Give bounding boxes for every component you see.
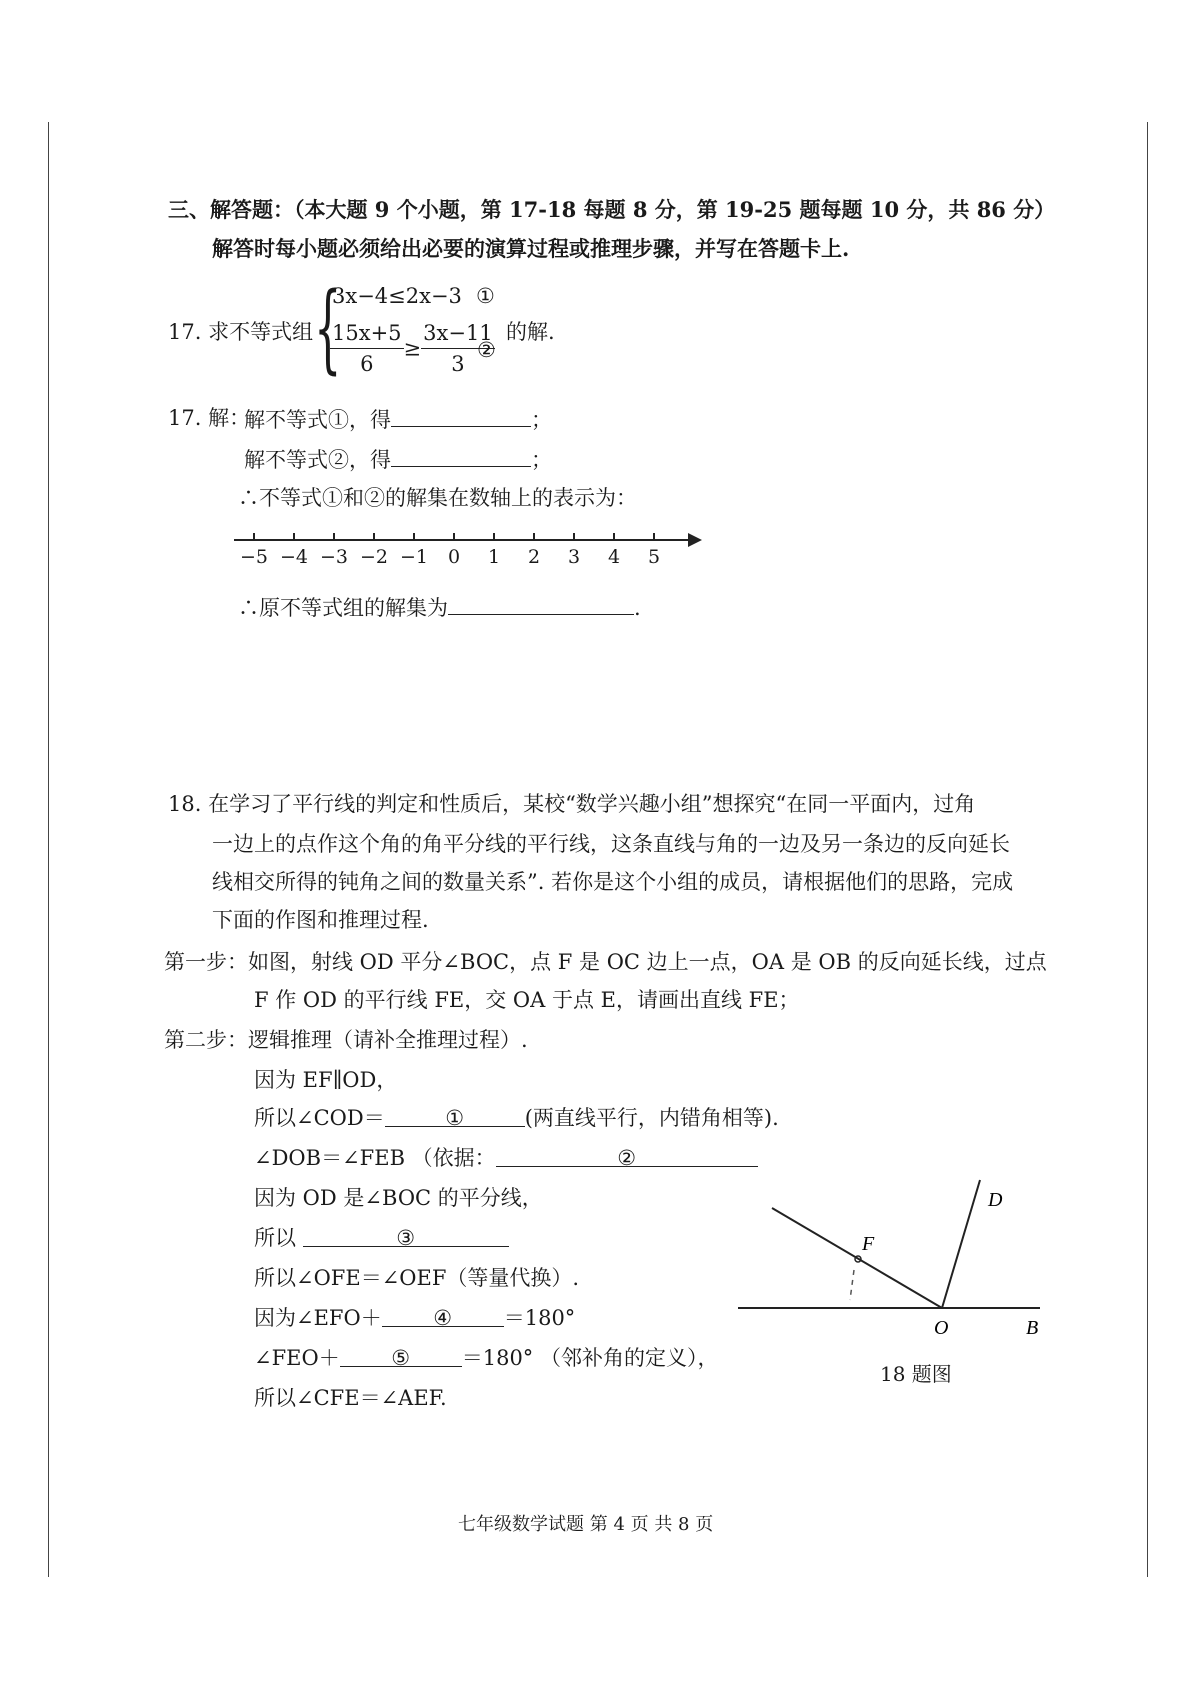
q17-ineq1-mark: ① [476, 284, 495, 308]
figure-18 [730, 1170, 1050, 1370]
q18-paragraph-2: 一边上的点作这个角的角平分线的平行线，这条直线与角的一边及另一条边的反向延长 [212, 832, 1010, 856]
reason-blank-1[interactable]: ① [385, 1104, 525, 1127]
reason-line-8: ∠FEO＋ ⑤ ＝180° （邻补角的定义）， [254, 1346, 719, 1370]
q17-ineq2-mark: ② [477, 338, 496, 362]
q17-solution-line-3: ∴不等式①和②的解集在数轴上的表示为： [238, 486, 637, 510]
reason-line-4: 因为 OD 是∠BOC 的平分线， [254, 1186, 543, 1210]
reason-blank-3[interactable]: ③ [303, 1224, 509, 1247]
number-line-tick-label: 5 [647, 546, 661, 568]
q17-brace: { [314, 272, 342, 384]
reason-line-6: 所以∠OFE＝∠OEF（等量代换）. [254, 1266, 580, 1290]
section-instruction: 解答时每小题必须给出必要的演算过程或推理步骤，并写在答题卡上. [212, 236, 850, 261]
dashed-mark [850, 1270, 854, 1300]
q18-paragraph-3: 线相交所得的钝角之间的数量关系”. 若你是这个小组的成员，请根据他们的思路，完成 [212, 870, 1014, 894]
q18-paragraph-1: 18. 在学习了平行线的判定和性质后，某校“数学兴趣小组”想探究“在同一平面内，过角 [168, 792, 976, 816]
q18-paragraph-4: 下面的作图和推理过程. [212, 908, 429, 932]
q18-step1-a: 第一步：如图，射线 OD 平分∠BOC，点 F 是 OC 边上一点，OA 是 OB 的反向延长线，过点 [164, 950, 1047, 974]
ray-od [942, 1180, 980, 1308]
q17-prefix: 17. 求不等式组 [168, 320, 314, 344]
q17-solution-line-4: ∴原不等式组的解集为 . [238, 592, 641, 622]
label-f: F [862, 1233, 875, 1255]
number-line-tick-label: 4 [607, 546, 621, 568]
number-line-tick-label: 3 [567, 546, 581, 568]
reason-line-9: 所以∠CFE＝∠AEF. [254, 1386, 447, 1410]
number-line-tick-label: −5 [239, 546, 268, 568]
q18-step1-b: F 作 OD 的平行线 FE，交 OA 于点 E，请画出直线 FE； [254, 988, 800, 1012]
figure-caption: 18 题图 [880, 1362, 952, 1386]
reason-line-5: 所以 ③ [254, 1224, 509, 1252]
ray-oc [772, 1208, 942, 1308]
q17-solution-line-2: 解不等式②，得 ； [244, 444, 552, 474]
q17-ineq2-rhs-fraction: $\frac{3x-11}{3}$ [421, 318, 495, 379]
left-margin-line [48, 122, 49, 1577]
number-line-tick-label: −1 [399, 546, 428, 568]
page-footer: 七年级数学试题 第 4 页 共 8 页 [458, 1514, 714, 1535]
reason-line-3: ∠DOB＝∠FEB （依据： ② [254, 1144, 758, 1172]
reason-line-7: 因为∠EFO＋ ④ ＝180° [254, 1306, 576, 1330]
number-line-tick-label: −2 [359, 546, 388, 568]
q17-suffix: 的解. [506, 320, 555, 344]
label-o: O [934, 1317, 949, 1339]
number-line-tick-label: −4 [279, 546, 308, 568]
q17-inequality-2: $\frac{15x+5}{6}$ ≥ $\frac{3x-11}{3}$ [330, 318, 495, 379]
q17-solution-line-1: 解不等式①，得 ； [244, 404, 552, 434]
reason-line-1: 因为 EF∥OD， [254, 1068, 398, 1092]
number-line-tick-label: −3 [319, 546, 348, 568]
section-heading: 三、解答题：（本大题 9 个小题，第 17-18 每题 8 分，第 19-25 题每题 10 分，共 86 分） [168, 197, 1056, 222]
reason-blank-4[interactable]: ④ [382, 1304, 504, 1327]
reason-blank-2[interactable]: ② [496, 1144, 758, 1167]
label-b: B [1026, 1317, 1039, 1339]
q17-inequality-1: 3x−4≤2x−3 [332, 284, 462, 308]
number-line-tick-label: 1 [487, 546, 501, 568]
right-margin-line [1147, 122, 1148, 1577]
reason-line-2: 所以∠COD＝ ① (两直线平行，内错角相等). [254, 1106, 779, 1130]
answer-blank-3[interactable] [448, 592, 634, 615]
number-line-tick-label: 2 [527, 546, 541, 568]
q17-solution-label: 17. 解： [168, 406, 251, 430]
q18-step2: 第二步：逻辑推理（请补全推理过程）. [164, 1028, 528, 1052]
q17-ineq2-lhs-fraction: $\frac{15x+5}{6}$ [330, 318, 404, 379]
answer-blank-1[interactable] [391, 404, 531, 427]
label-d: D [988, 1189, 1003, 1211]
number-line-tick-label: 0 [447, 546, 461, 568]
reason-blank-5[interactable]: ⑤ [340, 1344, 462, 1367]
answer-blank-2[interactable] [391, 444, 531, 467]
